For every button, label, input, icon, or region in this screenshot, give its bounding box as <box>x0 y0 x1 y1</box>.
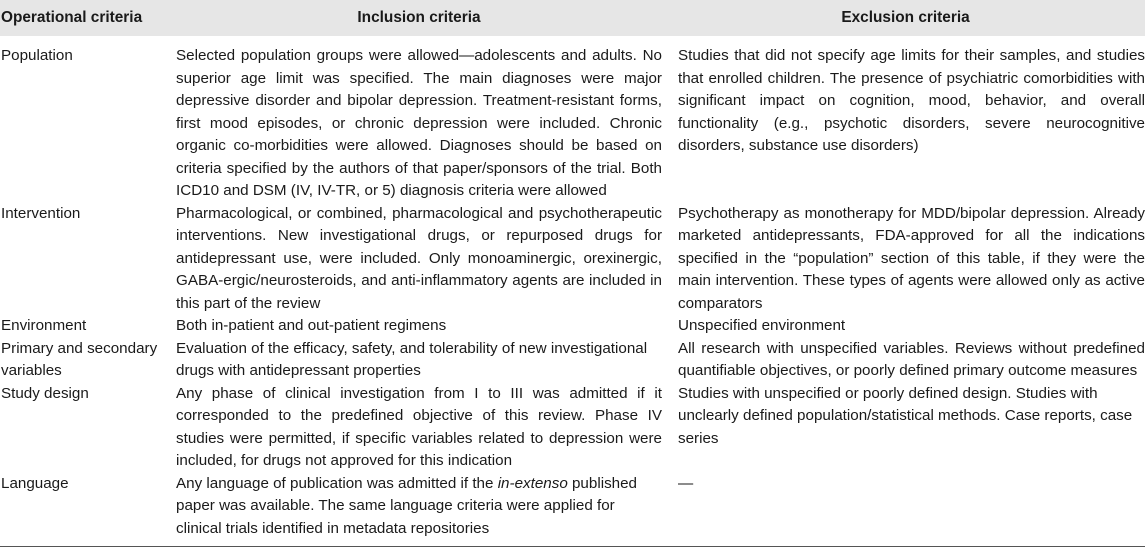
header-inclusion-criteria: Inclusion criteria <box>357 8 481 26</box>
row-criterion-population: Population <box>1 47 73 64</box>
table-body <box>0 36 1145 547</box>
row-exclusion-language: — <box>678 474 694 492</box>
header-row <box>0 0 1145 36</box>
row-criterion-variables: Primary and secondary variables <box>1 339 158 379</box>
table-row <box>0 315 1145 338</box>
row-inclusion-intervention: Pharmacological, or combined, pharmacological and psychotherapeutic interventions. New investigational drugs, or repurposed drugs for antidepressant use, were included. Only monoaminergic, orexinergic, GABA-ergic/neurosteroids, and anti-inflammatory agents are included in this part of the review <box>176 204 662 312</box>
row-exclusion-study-design: Studies with unspecified or poorly defined design. Studies with unclearly defined population/statistical methods. Case reports, case series <box>678 384 1133 447</box>
header-operational-criteria: Operational criteria <box>1 8 143 26</box>
row-inclusion-population: Selected population groups were allowed—adolescents and adults. No superior age limit was specified. The main diagnoses were major depressive disorder and bipolar depression. Treatment-resistant forms, first mood episodes, or chronic depression were included. Chronic organic co-morbidities were allowed. Diagnoses should be based on criteria specified by the authors of that paper/sponsors of the trial. Both ICD10 and DSM (IV, IV-TR, or 5) diagnosis criteria were allowed <box>176 47 662 199</box>
table-row <box>0 36 1145 203</box>
row-exclusion-environment: Unspecified environment <box>678 317 846 334</box>
inclusion-language-italic: in-extenso <box>497 474 568 492</box>
inclusion-language-post: published paper was available. The same language criteria were applied for clinical trials identified in metadata repositories <box>176 474 638 537</box>
row-exclusion-variables: All research with unspecified variables. Reviews without predefined quantifiable objectives, or poorly defined primary outcome measures <box>678 339 1145 379</box>
row-inclusion-variables: Evaluation of the efficacy, safety, and tolerability of new investigational drugs with antidepressant properties <box>176 339 648 379</box>
row-inclusion-environment: Both in-patient and out-patient regimens <box>176 317 447 334</box>
row-criterion-intervention: Intervention <box>1 204 81 222</box>
row-criterion-language: Language <box>1 474 69 492</box>
table-row <box>0 383 1145 473</box>
row-inclusion-study-design: Any phase of clinical investigation from I to III was admitted if it corresponded to the predefined objective of this review. Phase IV studies were permitted, if specific variables related to depression were included, for drugs not approved for this indication <box>176 384 662 469</box>
header-exclusion-criteria: Exclusion criteria <box>841 8 970 26</box>
row-exclusion-intervention: Psychotherapy as monotherapy for MDD/bipolar depression. Already marketed antidepressants, FDA-approved for all the indications specified in the “population” section of this table, if they were the main intervention. These types of agents were allowed only as active comparators <box>678 204 1145 312</box>
table-header <box>0 0 1145 36</box>
row-exclusion-population: Studies that did not specify age limits for their samples, and studies that enrolled children. The presence of psychiatric comorbidities with significant impact on cognition, mood, behavior, and overall functionality (e.g., psychotic disorders, severe neurocognitive disorders, substance use disorders) <box>678 47 1145 154</box>
table-row <box>0 338 1145 383</box>
row-criterion-study-design: Study design <box>1 384 89 402</box>
inclusion-language-pre: Any language of publication was admitted if the <box>176 474 498 492</box>
table-row <box>0 473 1145 547</box>
table-row <box>0 203 1145 316</box>
row-inclusion-language <box>172 473 670 547</box>
row-criterion-environment: Environment <box>1 317 87 334</box>
